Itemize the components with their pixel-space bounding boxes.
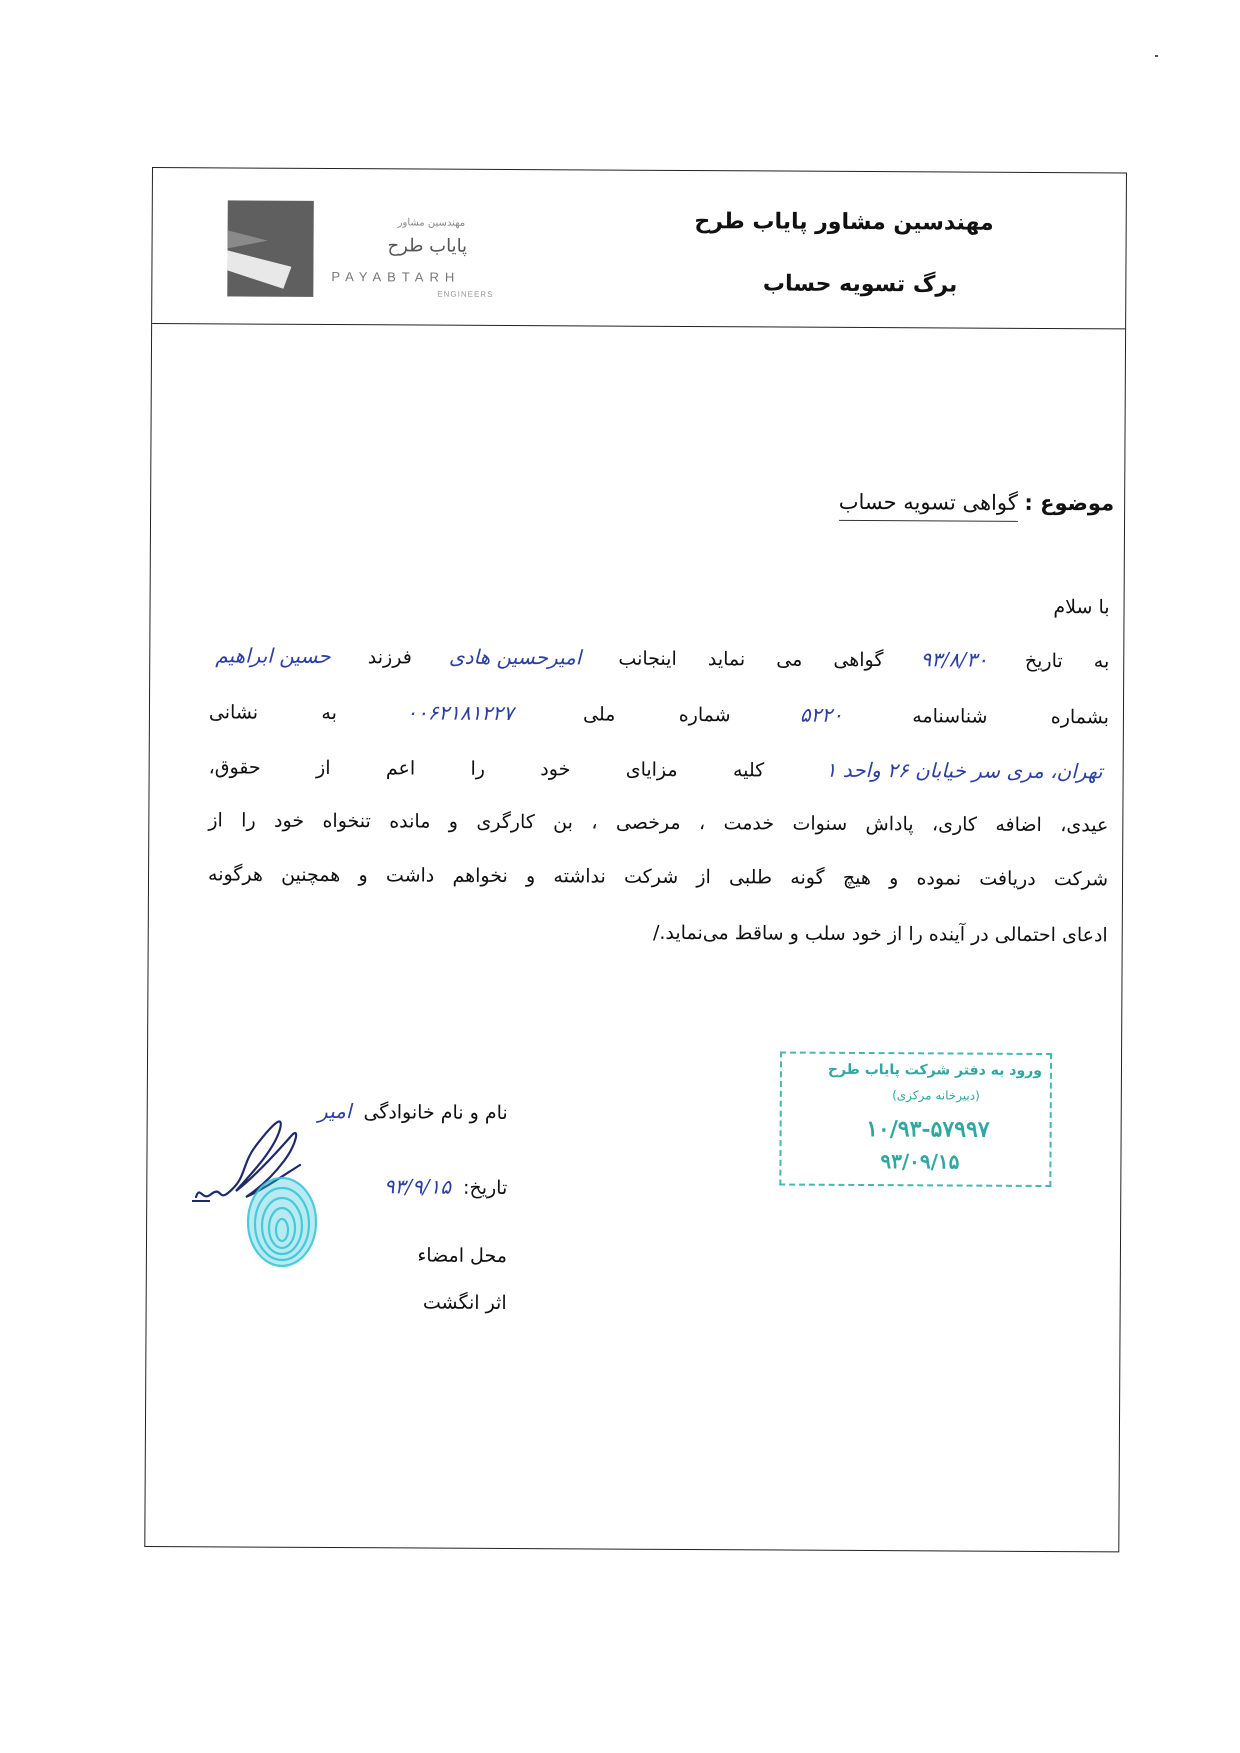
date-row	[378, 1174, 508, 1199]
logo-fa-name: پایاب طرح	[387, 235, 468, 257]
form-title: برگ تسویه حساب	[762, 271, 958, 298]
date-label: تاریخ:	[463, 1176, 508, 1200]
logo-en-sub: ENGINEERS	[437, 289, 494, 299]
body-line-6: شرکت دریافت نموده و هیچ گونه طلبی از شرکت نداشته و نخواهم داشت و همچنین هرگونه	[207, 863, 1109, 891]
benefits-text: کلیه مزایای خود را اعم از حقوق،	[208, 756, 765, 782]
body-line-ids	[209, 699, 1109, 738]
certify-text: گواهی می نماید اینجانب	[618, 647, 884, 672]
handwritten-father: حسین ابراهیم	[215, 643, 331, 669]
logo-fa-small: مهندسین مشاور	[397, 217, 466, 229]
subject-label: موضوع :	[1024, 490, 1115, 516]
national-id-label: شماره ملی	[583, 703, 731, 727]
body-line-address	[209, 754, 1109, 793]
scan-speck	[1155, 55, 1158, 57]
company-logo	[227, 200, 518, 307]
fingerprint-label: اثر انگشت	[422, 1291, 507, 1314]
subject-text: گواهی تسویه حساب	[839, 490, 1018, 522]
address-label: به نشانی	[208, 701, 337, 725]
handwritten-name: امیرحسین هادی	[448, 644, 582, 670]
subject-line	[839, 490, 1115, 516]
id-label: بشماره شناسنامه	[912, 705, 1110, 729]
name-label: نام و نام خانوادگی	[363, 1101, 508, 1125]
logo-mark	[227, 200, 314, 296]
document-frame	[144, 167, 1127, 1552]
son-of-label: فرزند	[367, 646, 412, 669]
handwritten-signer-name: امیر	[318, 1098, 352, 1124]
body-line-5: عیدی، اضافه کاری، پاداش سنوات خدمت ، مرخصی ، بن کارگری و مانده تنخواه خود را از	[208, 809, 1109, 837]
stamp-subtitle: (دبیرخانه مرکزی)	[892, 1088, 980, 1103]
handwritten-id-number: ۵۲۲۰	[799, 702, 843, 727]
handwritten-national-id: ۰۰۶۲۱۸۱۲۲۷	[406, 700, 514, 726]
body-line-7: ادعای احتمالی در آینده را از خود سلب و ساقط می‌نماید./	[652, 921, 1108, 947]
fingerprint-mark	[242, 1172, 322, 1272]
header-divider	[152, 323, 1125, 329]
name-row	[312, 1099, 508, 1124]
stamp-title: ورود به دفتر شرکت پایاب طرح	[827, 1061, 1043, 1079]
handwritten-sign-date: ۹۳/۹/۱۵	[383, 1174, 452, 1199]
stamp-number: ۱۰/۹۳-۵۷۹۹۷	[866, 1116, 990, 1143]
date-prefix: به تاریخ	[1024, 649, 1110, 673]
greeting: با سلام	[1053, 596, 1110, 619]
entry-stamp	[779, 1052, 1052, 1188]
logo-en-name: PAYABTARH	[331, 269, 461, 285]
company-name: مهندسین مشاور پایاب طرح	[694, 209, 994, 236]
stamp-date: ۹۳/۰۹/۱۵	[880, 1149, 960, 1174]
letter-body	[207, 591, 1110, 947]
handwritten-address: تهران، مری سر خیابان ۲۶ واحد ۱	[825, 757, 1103, 784]
handwritten-date: ۹۳/۸/۳۰	[920, 647, 988, 672]
body-line-date-name	[209, 643, 1109, 682]
sign-place-label: محل امضاء	[417, 1244, 507, 1267]
